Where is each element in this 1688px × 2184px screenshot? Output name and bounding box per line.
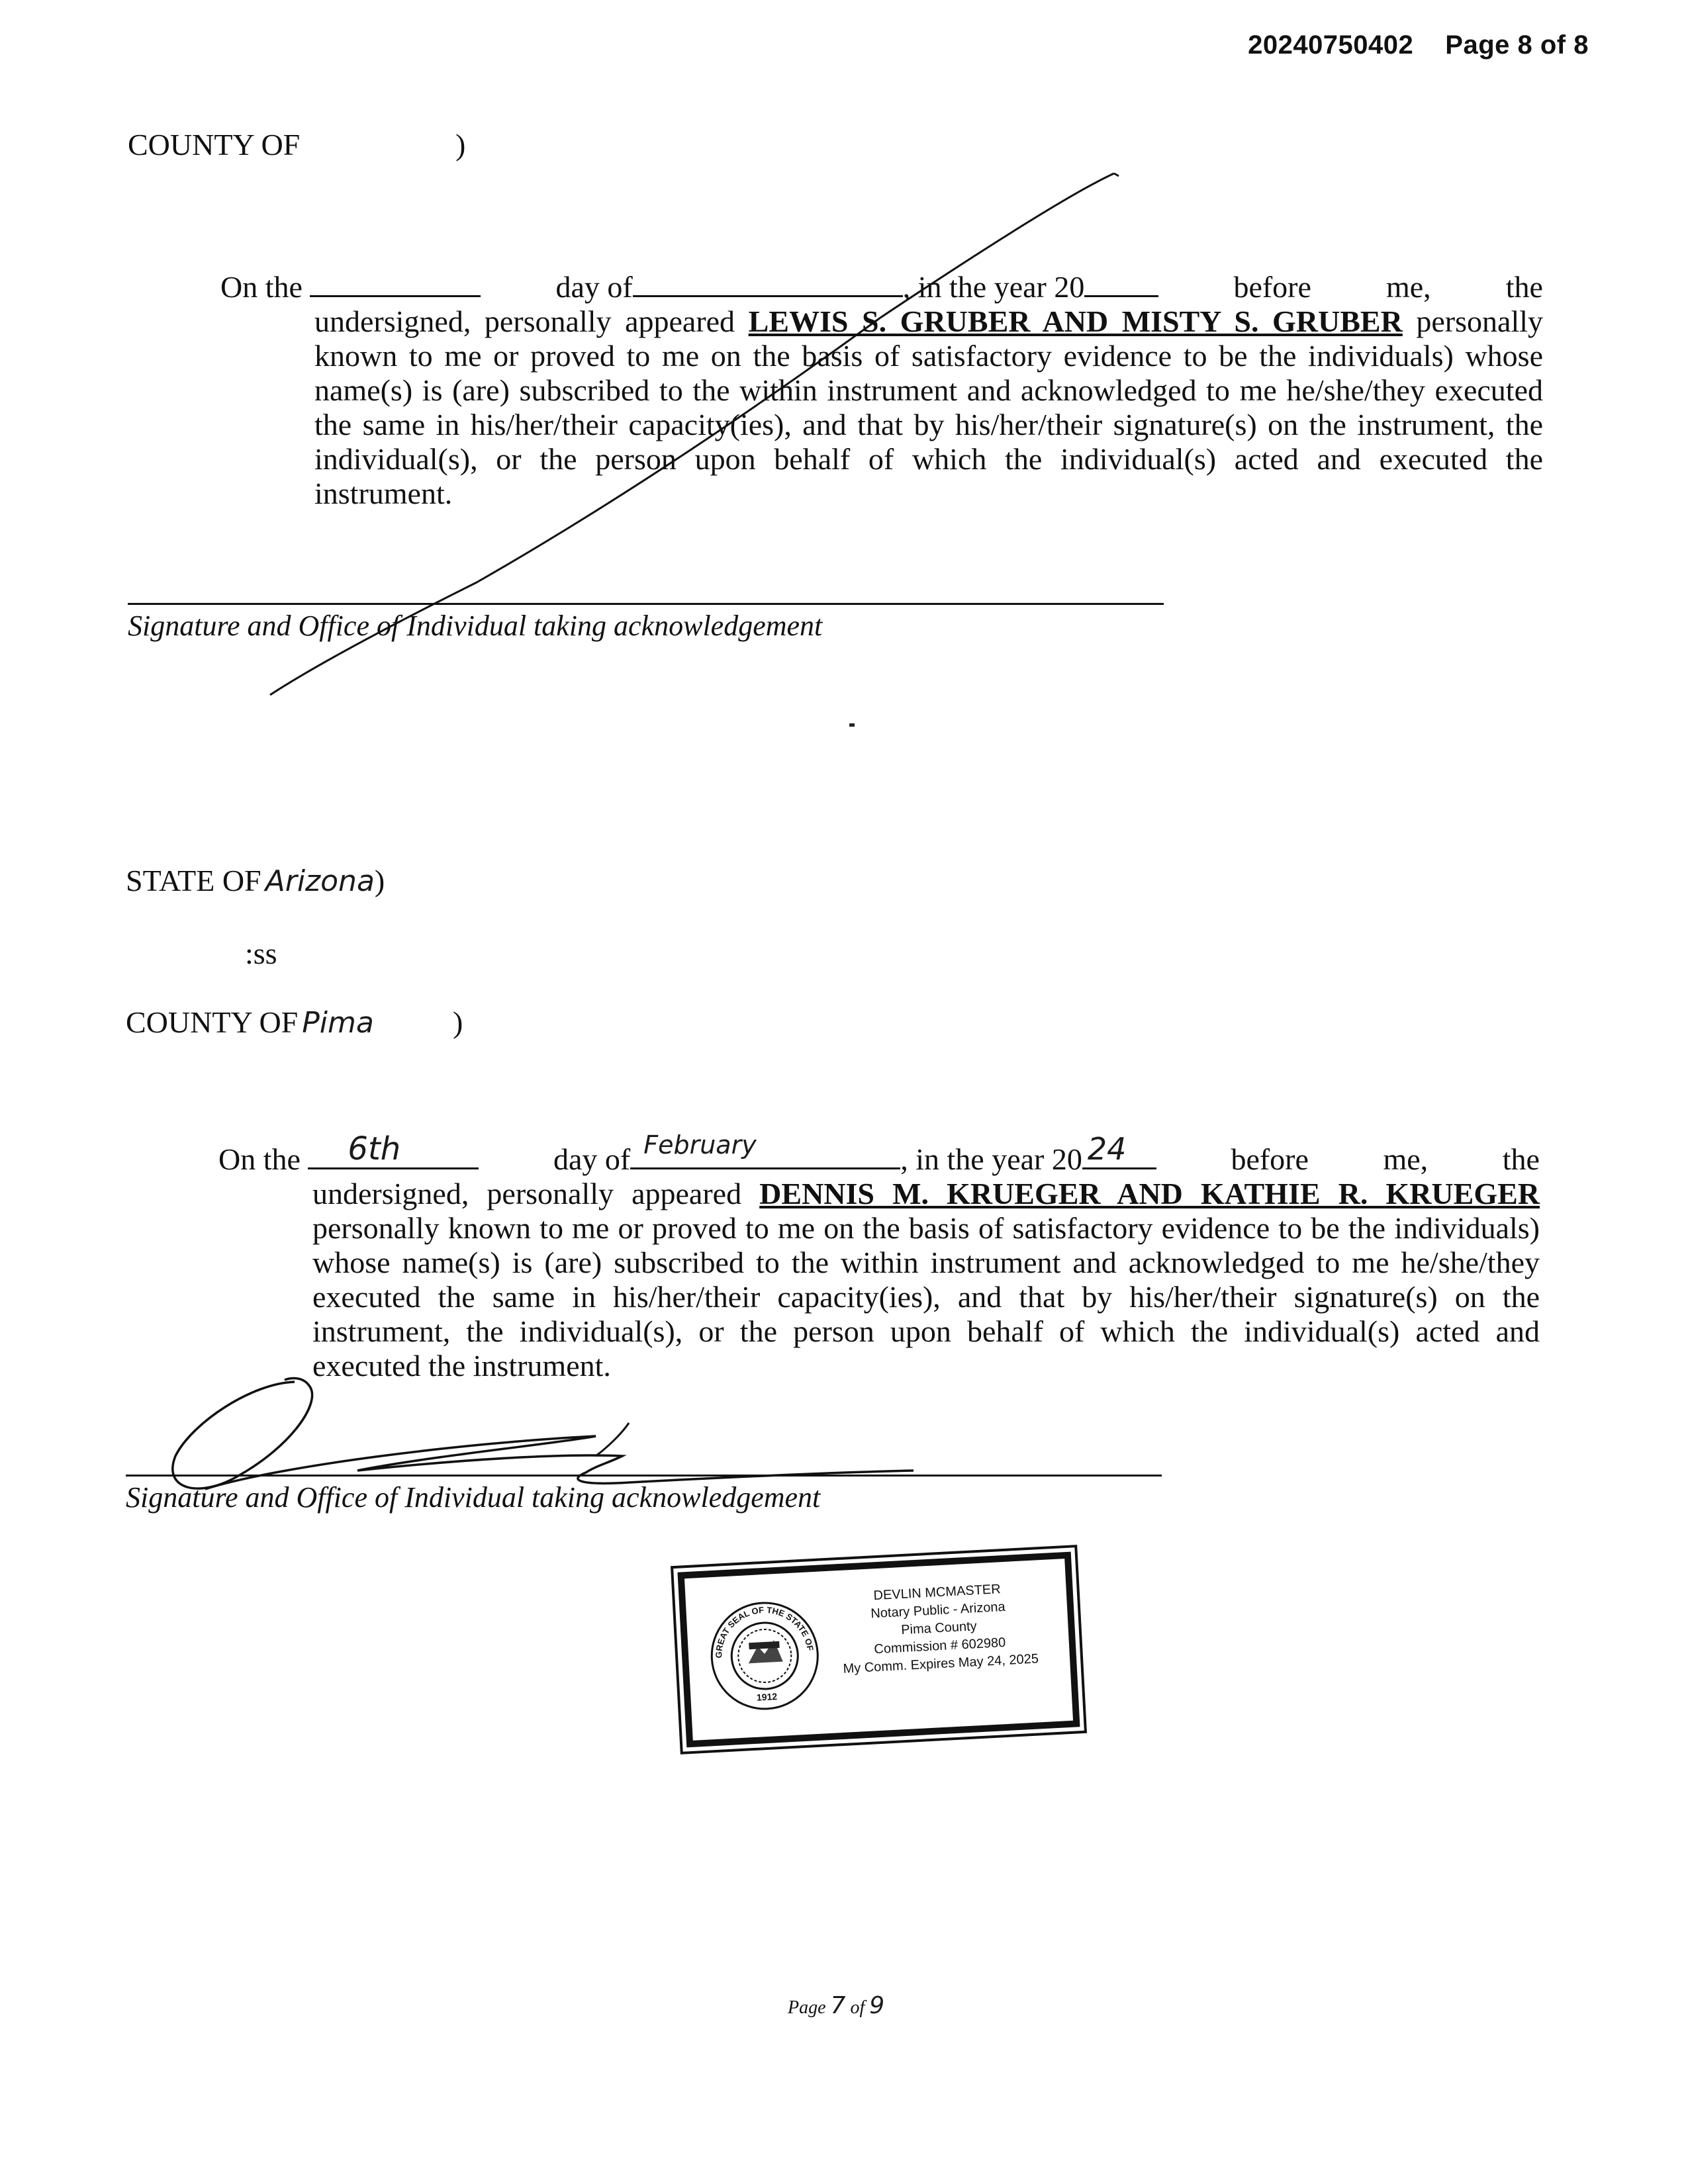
body-pre: undersigned, personally appeared: [312, 1177, 760, 1210]
seal-text: GREAT SEAL OF THE STATE OF ARIZONA: [702, 1594, 816, 1659]
on-the-text: On the: [220, 270, 303, 304]
appearing-names: DENNIS M. KRUEGER AND KATHIE R. KRUEGER: [759, 1177, 1540, 1210]
seal-year: 1912: [756, 1691, 778, 1703]
notary-stamp: [677, 1552, 1080, 1748]
notary-title: Notary Public - Arizona: [870, 1599, 1006, 1621]
state-label: STATE OF: [126, 864, 261, 897]
in-the-year-text: , in the year 20: [900, 1142, 1082, 1176]
county-paren: ): [453, 1005, 463, 1039]
state-seal-icon: [702, 1594, 824, 1715]
year-handwritten: 24: [1087, 1131, 1127, 1167]
footer-page-total: 9: [869, 1992, 885, 2019]
on-the-text: On the: [218, 1142, 301, 1176]
state-handwritten: Arizona: [265, 864, 375, 898]
footer-page-word: Page: [788, 1997, 826, 2018]
page-label: Page 8 of 8: [1445, 30, 1589, 60]
month-handwritten: February: [643, 1130, 757, 1160]
state-paren: ): [374, 864, 385, 897]
the-text: the: [1502, 1142, 1540, 1176]
page-footer: [788, 1992, 884, 2019]
me-text: me,: [1383, 1142, 1429, 1176]
in-the-year-text: , in the year 20: [902, 270, 1085, 304]
footer-of-word: of: [850, 1997, 865, 2018]
before-text: before: [1233, 270, 1311, 304]
county-label-text: COUNTY OF: [128, 128, 301, 161]
day-of-text: day of: [553, 1142, 631, 1176]
footer-page-number: 7: [830, 1992, 846, 2019]
notary-county: Pima County: [900, 1619, 978, 1638]
signature-caption-2: Signature and Office of Individual taking acknowledgement: [126, 1481, 821, 1514]
body-post: personally known to me or proved to me on the basis of satisfactory evidence to be the individuals) whose name(s) is (are) subscribed to the within instrument and acknowledged to me he/she/they executed the same in his/her/their capacity(ies), and that by his/her/their signature(s) on the instrument, the individual(s), or the person upon behalf of which the individual(s) acted and executed the instrument.: [312, 1211, 1540, 1383]
notary-info: [821, 1578, 1057, 1679]
body-post: personally known to me or proved to me on the basis of satisfactory evidence to be the individuals) whose name(s) is (are) subscribed to the within instrument and acknowledged to me he/she/they executed the same in his/her/their capacity(ies), and that by his/her/their signature(s) on the instrument, the individual(s), or the person upon behalf of which the individual(s) acted and executed the instrument.: [314, 304, 1544, 510]
me-text: me,: [1385, 270, 1431, 304]
county-paren: ): [455, 128, 466, 161]
county-label: COUNTY OF: [126, 1005, 299, 1039]
body-pre: undersigned, personally appeared: [314, 304, 749, 338]
notary-commission: Commission # 602980: [873, 1635, 1006, 1657]
notary-expires: My Comm. Expires May 24, 2025: [843, 1651, 1039, 1676]
day-handwritten: 6th: [348, 1130, 401, 1167]
ss-label: :ss: [245, 936, 277, 970]
appearing-names: LEWIS S. GRUBER AND MISTY S. GRUBER: [748, 304, 1403, 338]
county-handwritten: Pima: [302, 1006, 374, 1040]
the-text: the: [1505, 270, 1543, 304]
day-of-text: day of: [555, 270, 633, 304]
signature-caption-1: Signature and Office of Individual taking acknowledgement: [128, 610, 823, 642]
notary-name: DEVLIN MCMASTER: [873, 1582, 1002, 1604]
before-text: before: [1231, 1142, 1309, 1176]
document-number: 20240750402: [1248, 30, 1414, 60]
